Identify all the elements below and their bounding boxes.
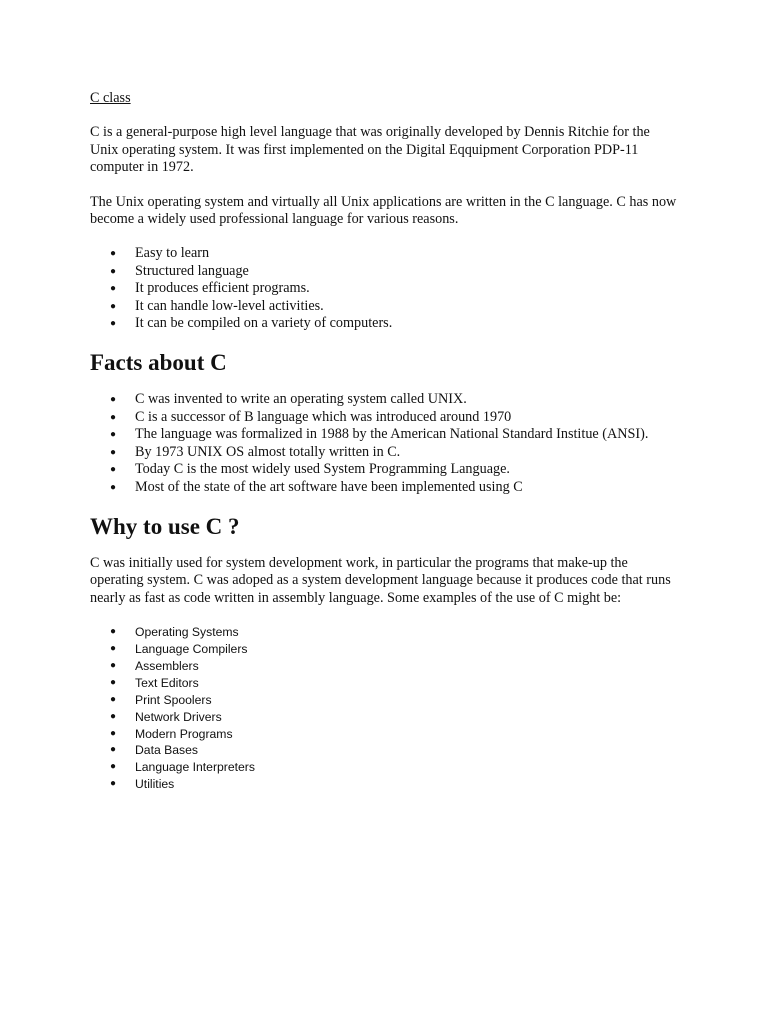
list-item: ● Most of the state of the art software have been implemented using C [110, 478, 523, 495]
list-item: ● Language Compilers [110, 642, 248, 657]
list-item: ● Assemblers [110, 658, 199, 673]
list-item: ● It can be compiled on a variety of computers. [110, 315, 393, 332]
list-item: ● Easy to learn [110, 245, 210, 262]
why-heading: Why to use C ? [90, 513, 240, 539]
list-item: ● By 1973 UNIX OS almost totally written in C. [110, 443, 401, 460]
list-item: ● The language was formalized in 1988 by the American National Standard Institue (ANSI). [110, 426, 649, 443]
bullet-icon: ● [110, 626, 117, 638]
list-item: ● It can handle low-level activities. [110, 297, 324, 314]
bullet-icon: ● [110, 411, 117, 423]
reasons-list [90, 245, 680, 332]
bullet-icon: ● [110, 481, 117, 493]
bullet-icon: ● [110, 248, 117, 260]
list-item: ● Structured language [110, 262, 249, 279]
list-item: ● Print Spoolers [110, 692, 212, 707]
bullet-icon: ● [110, 643, 117, 655]
bullet-icon: ● [110, 446, 117, 458]
bullet-icon: ● [110, 429, 117, 441]
list-item: ● It produces efficient programs. [110, 280, 310, 297]
uses-list [90, 624, 680, 793]
bullet-icon: ● [110, 464, 117, 476]
list-item: ● C is a successor of B language which was introduced around 1970 [110, 408, 512, 425]
facts-list [90, 391, 680, 495]
bullet-icon: ● [110, 744, 117, 756]
bullet-icon: ● [110, 265, 117, 277]
bullet-icon: ● [110, 318, 117, 330]
document-title: C class [90, 90, 131, 106]
intro-paragraph-2: The Unix operating system and virtually all Unix applications are written in the C language. C has now become a widely used professional language for various reasons. [90, 193, 677, 228]
bullet-icon: ● [110, 283, 117, 295]
bullet-icon: ● [110, 761, 117, 773]
bullet-icon: ● [110, 394, 117, 406]
bullet-icon: ● [110, 727, 117, 739]
list-item: ● Data Bases [110, 743, 199, 758]
bullet-icon: ● [110, 659, 117, 671]
list-item: ● C was invented to write an operating system called UNIX. [110, 391, 467, 408]
bullet-icon: ● [110, 300, 117, 312]
list-item: ● Text Editors [110, 675, 199, 690]
bullet-icon: ● [110, 693, 117, 705]
bullet-icon: ● [110, 676, 117, 688]
list-item: ● Utilities [110, 777, 175, 792]
list-item: ● Operating Systems [110, 625, 239, 640]
bullet-icon: ● [110, 710, 117, 722]
bullet-icon: ● [110, 778, 117, 790]
intro-paragraph-1: C is a general-purpose high level language that was originally developed by Dennis Ritchie for the Unix operating system. It was first implemented on the Digital Eqquipment Corporation PDP-11 computer in 1972. [90, 124, 650, 176]
list-item: ● Language Interpreters [110, 760, 255, 775]
list-item: ● Modern Programs [110, 726, 233, 741]
facts-heading: Facts about C [90, 350, 227, 376]
why-paragraph: C was initially used for system development work, in particular the programs that make-up the operating system. C was adoped as a system development language because it produces code that runs nearly as fast as code written in assembly language. Some examples of the use of C might be: [90, 554, 671, 606]
list-item: ● Network Drivers [110, 709, 222, 724]
document-page [90, 90, 680, 810]
list-item: ● Today C is the most widely used System Programming Language. [110, 461, 510, 478]
